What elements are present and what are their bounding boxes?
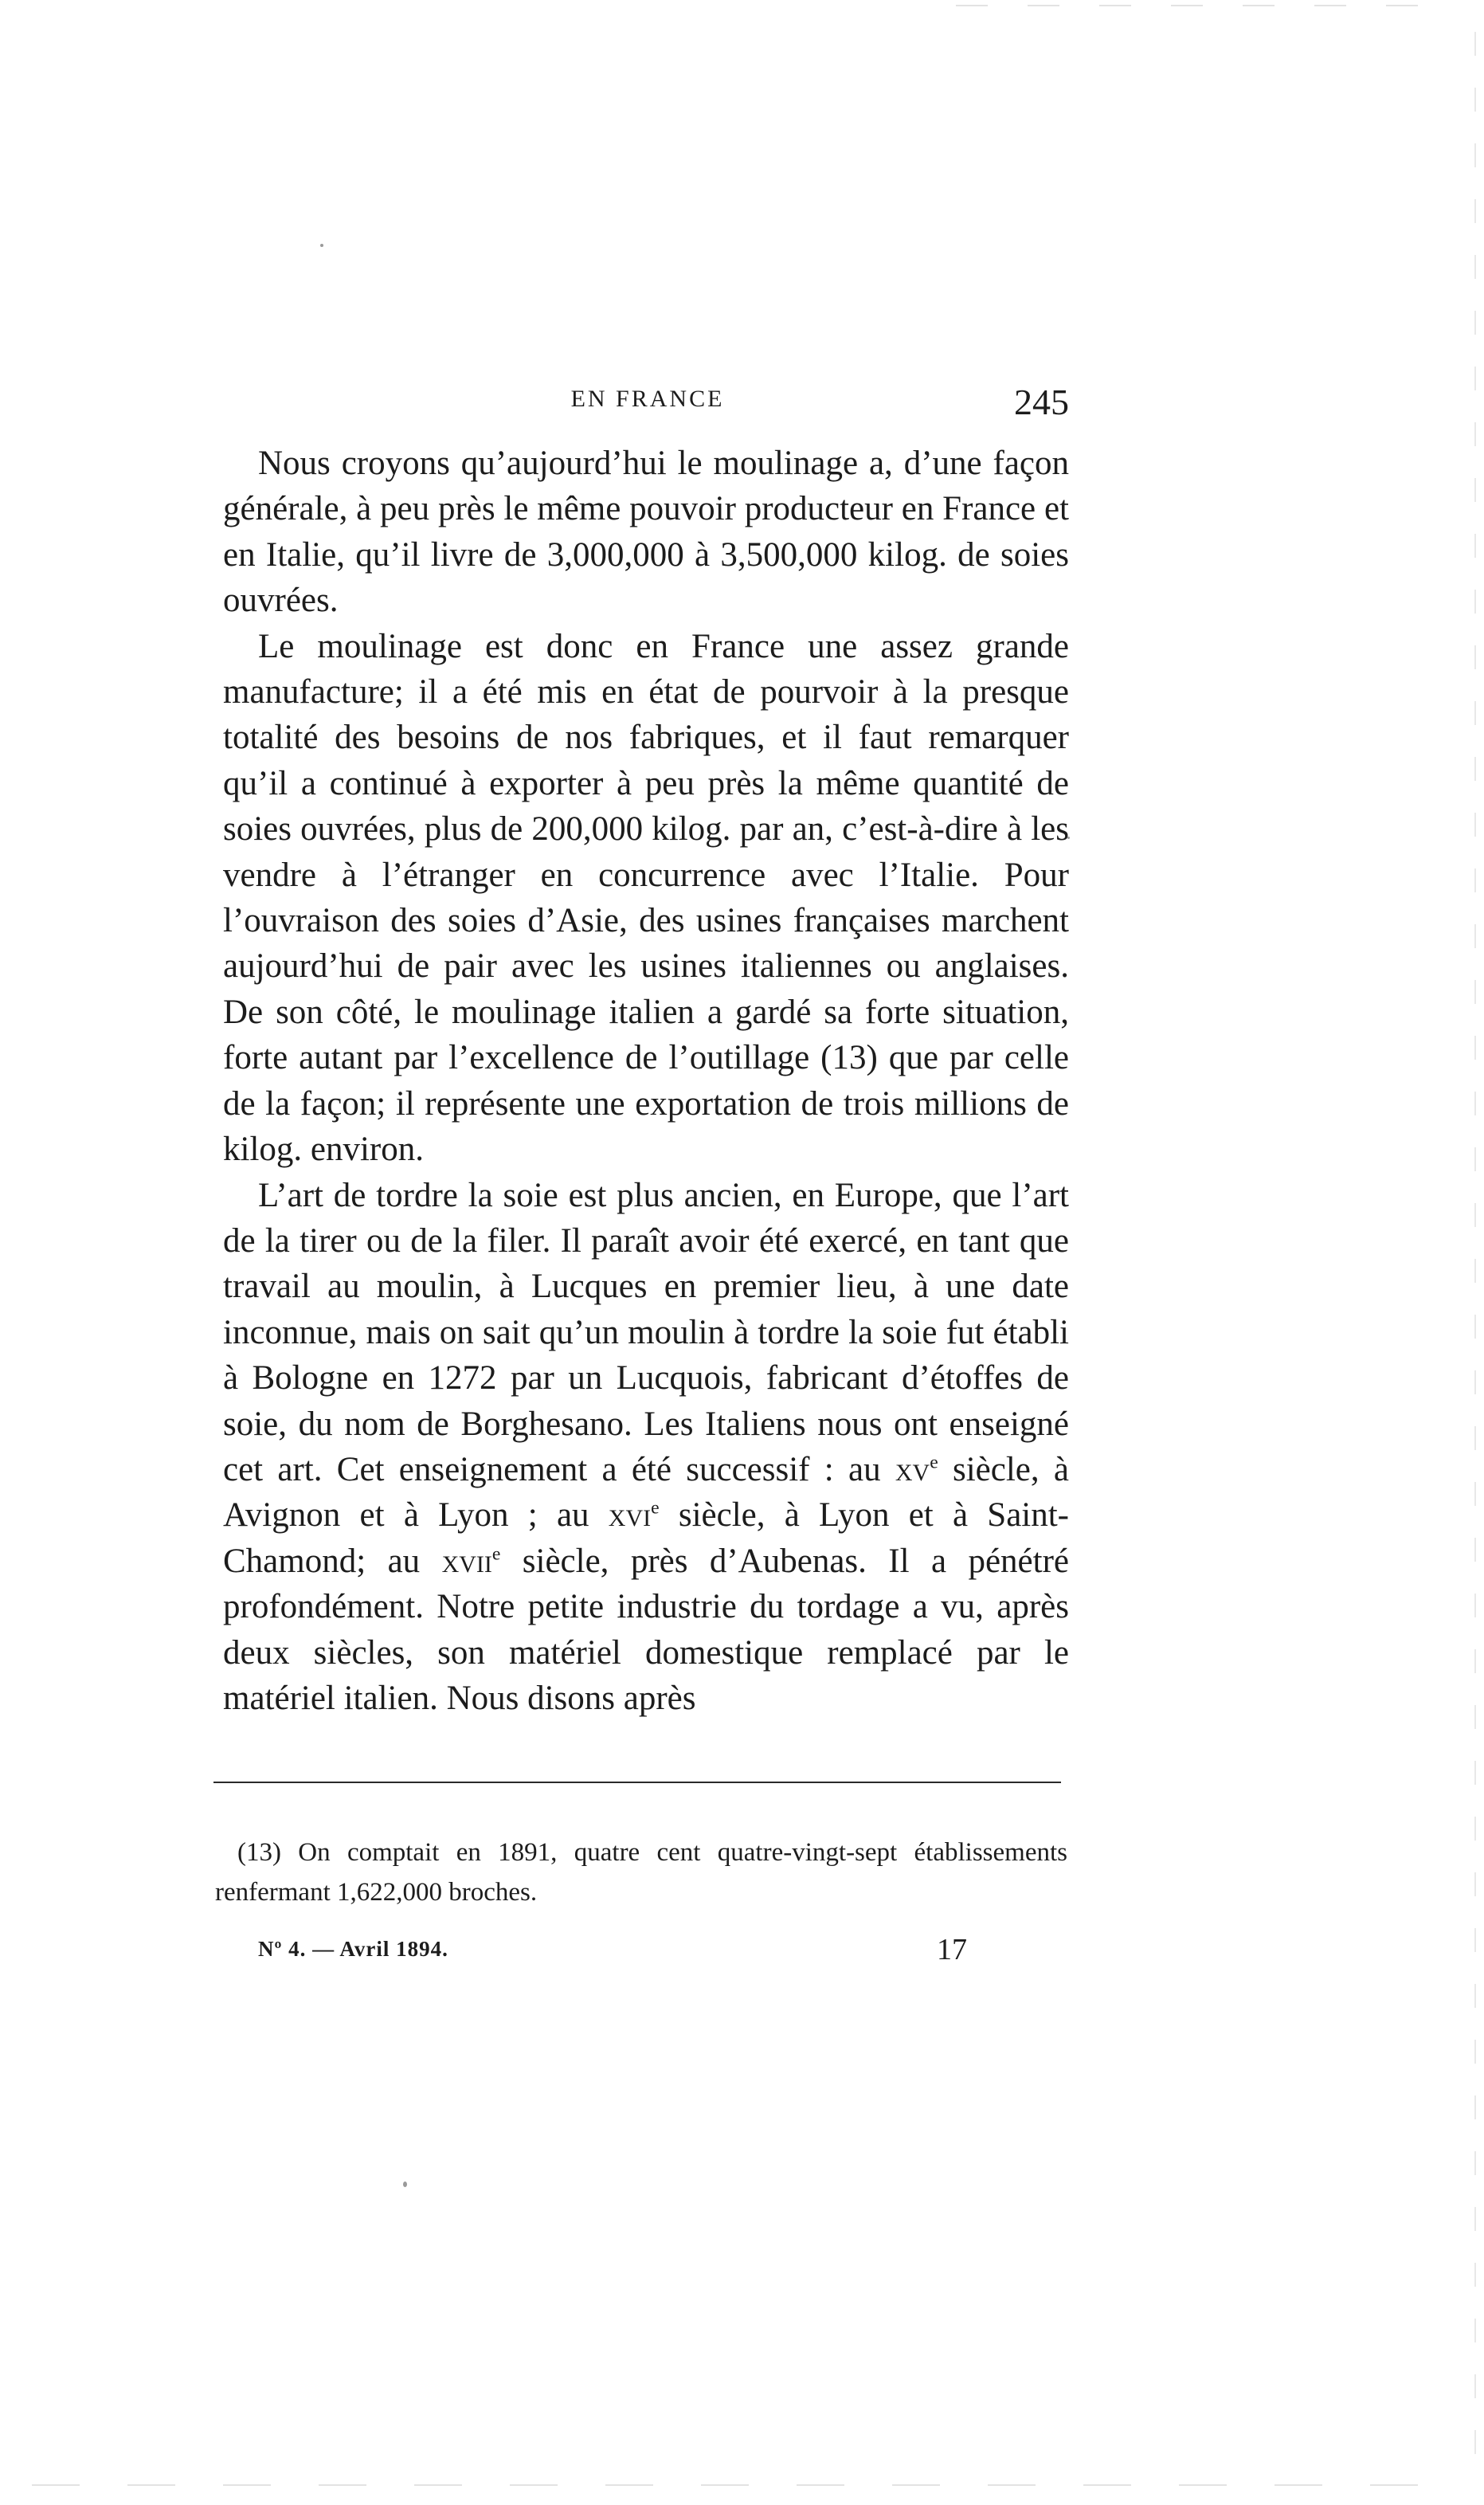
ordinal-superscript: e <box>930 1452 938 1473</box>
scan-edge-bottom <box>32 2484 1450 2486</box>
paragraph-3-text-a: L’art de tordre la soie est plus ancien, en Europe, que l’art de la tirer ou de la filer. Il paraît avoir été exercé, en tant que travail au moulin, à Lucques en premier lieu, à une date inconnue, mais on sait qu’un moulin à tordre la soie fut établi à Bologne en 1272 par un Lucquois, fabricant d’étoffes de soie, du nom de Borghesano. Les Italiens nous ont enseigné cet art. Cet enseignement a été successif : au <box>223 1176 1069 1488</box>
body-text <box>223 441 1069 1721</box>
century-numeral: xvi <box>608 1496 652 1535</box>
ordinal-superscript: e <box>491 1543 501 1565</box>
scan-speck <box>320 244 323 247</box>
running-title: EN FRANCE <box>570 386 725 412</box>
ordinal-superscript: e <box>651 1498 660 1519</box>
paragraph-2: Le moulinage est donc en France une assez grande manufacture; il a été mis en état de pourvoir à la presque totalité des besoins de nos fabriques, et il faut remarquer qu’il a continué à exporter à peu près la même quantité de soies ouvrées, plus de 200,000 kilog. par an, c’est-à-dire à les vendre à l’étranger en concurrence avec l’Italie. Pour l’ouvraison des soies d’Asie, des usines françaises marchent aujourd’hui de pair avec les usines italiennes ou anglaises. De son côté, le moulinage italien a gardé sa forte situation, forte autant par l’excellence de l’outillage (13) que par celle de la façon; il représente une exportation de trois millions de kilog. environ. <box>223 627 1069 1169</box>
printer-signature <box>258 1932 975 1972</box>
paragraph-1: Nous croyons qu’aujourd’hui le moulinage a, d’une façon générale, à peu près le même pouvoir producteur en France et en Italie, qu’il livre de 3,000,000 à 3,500,000 kilog. de soies ouvrées. <box>223 445 1069 620</box>
paragraph-3 <box>223 1173 1069 1722</box>
running-head <box>226 381 1069 429</box>
paragraph-3-text-d: siècle, près d’Aubenas. Il a pénétré profondément. Notre petite industrie du tordage a vu, après deux siècles, son matériel domestique remplacé par le matériel italien. Nous disons après <box>223 1542 1069 1717</box>
footnote-rule <box>213 1782 1061 1783</box>
sheet-number: 17 <box>937 1933 967 1966</box>
paragraph-3-text-c: siècle, à Lyon et à Saint-Chamond; au <box>223 1496 1069 1580</box>
scan-edge-top <box>956 5 1450 6</box>
century-numeral: xvii <box>441 1542 492 1580</box>
issue-line: Nº 4. — Avril 1894. <box>258 1937 448 1961</box>
page-number: 245 <box>1014 382 1069 422</box>
footnote: (13) On comptait en 1891, quatre cent quatre-vingt-sept établissements renfermant 1,622,000 broches. <box>215 1838 1067 1907</box>
scan-speck <box>403 2182 407 2187</box>
century-numeral: xv <box>895 1450 930 1488</box>
paragraph-3-text-b: siècle, à Avignon et à Lyon ; au <box>223 1450 1069 1535</box>
scan-edge-right <box>1474 32 1476 2470</box>
